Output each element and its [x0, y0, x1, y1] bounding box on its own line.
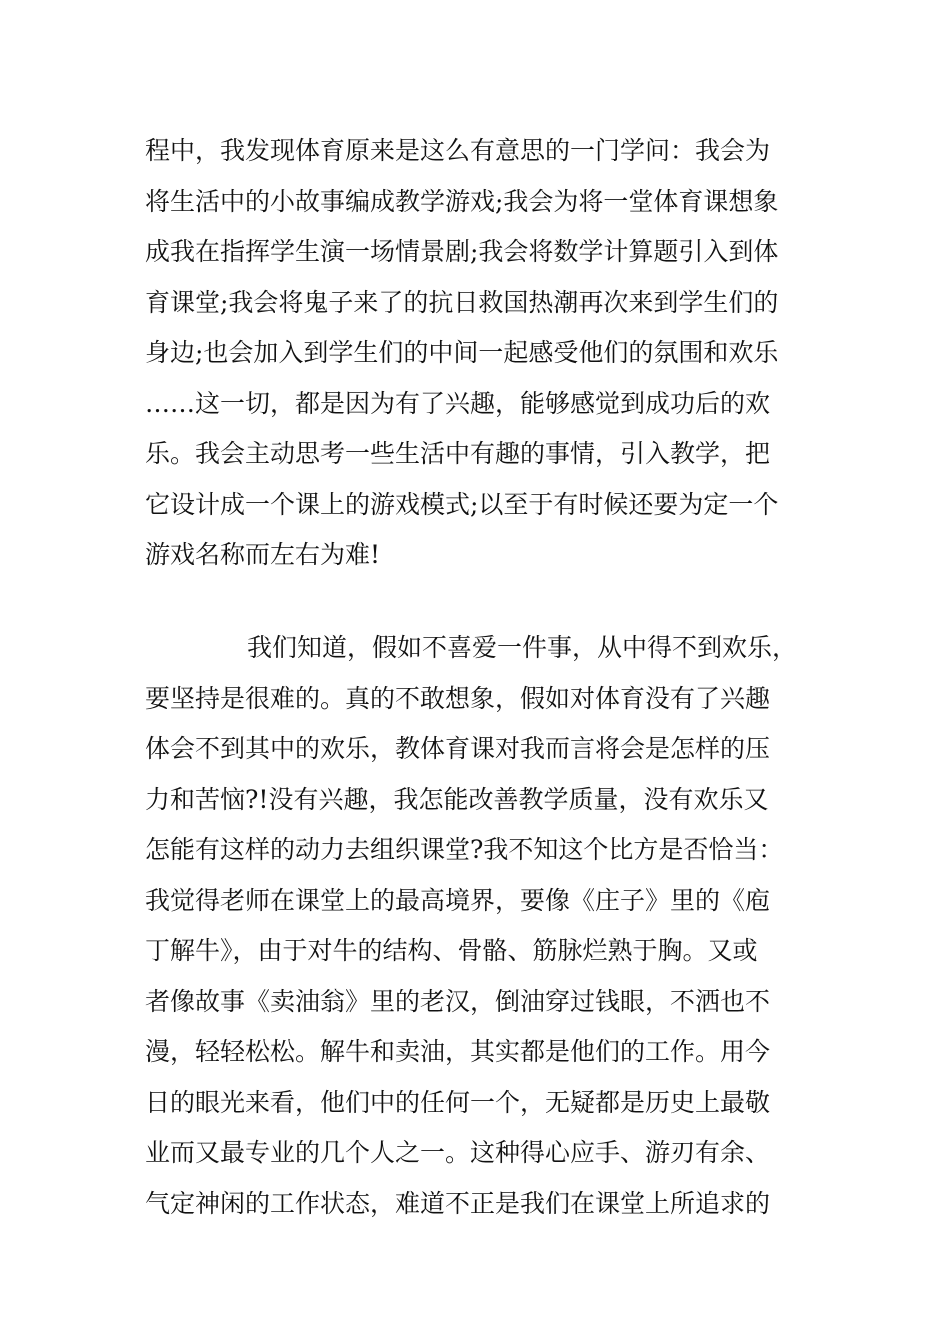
text-line: 乐。我会主动思考一些生活中有趣的事情，引入教学，把 [145, 439, 771, 468]
text-line: 体会不到其中的欢乐，教体育课对我而言将会是怎样的压 [145, 734, 771, 763]
text-line: 我觉得老师在课堂上的最高境界，要像《庄子》里的《庖 [145, 885, 771, 915]
text-line: 业而又最专业的几个人之一。这种得心应手、游刃有余、 [145, 1138, 771, 1167]
text-line: 日的眼光来看，他们中的任何一个，无疑都是历史上最敬 [145, 1087, 771, 1117]
paragraph-2 [145, 623, 825, 1229]
text-line: 怎能有这样的动力去组织课堂?我不知这个比方是否恰当： [145, 835, 784, 864]
text-line: ……这一切，都是因为有了兴趣，能够感觉到成功后的欢 [145, 388, 771, 418]
text-line: 育课堂;我会将鬼子来了的抗日救国热潮再次来到学生们的 [145, 287, 779, 317]
text-line: 者像故事《卖油翁》里的老汉，倒油穿过钱眼，不洒也不 [145, 986, 771, 1016]
text-line: 力和苦恼?!没有兴趣，我怎能改善教学质量，没有欢乐又 [145, 784, 769, 814]
text-line: 身边;也会加入到学生们的中间一起感受他们的氛围和欢乐 [145, 338, 779, 367]
text-line: 要坚持是很难的。真的不敢想象，假如对体育没有了兴趣 [145, 683, 771, 713]
text-line: 漫，轻轻松松。解牛和卖油，其实都是他们的工作。用今 [145, 1037, 771, 1066]
text-line: 游戏名称而左右为难! [145, 540, 381, 569]
paragraph-1 [145, 126, 825, 581]
text-line-indented: 我们知道，假如不喜爱一件事，从中得不到欢乐， [247, 633, 798, 662]
text-line: 程中，我发现体育原来是这么有意思的一门学问：我会为 [145, 136, 771, 165]
text-line: 成我在指挥学生演一场情景剧;我会将数学计算题引入到体 [145, 237, 779, 266]
text-line: 将生活中的小故事编成教学游戏;我会为将一堂体育课想象 [145, 186, 779, 216]
text-line: 气定神闲的工作状态，难道不正是我们在课堂上所追求的 [145, 1188, 771, 1218]
text-line: 它设计成一个课上的游戏模式;以至于有时候还要为定一个 [145, 489, 779, 519]
text-line: 丁解牛》，由于对牛的结构、骨骼、筋脉烂熟于胸。又或 [145, 936, 758, 965]
